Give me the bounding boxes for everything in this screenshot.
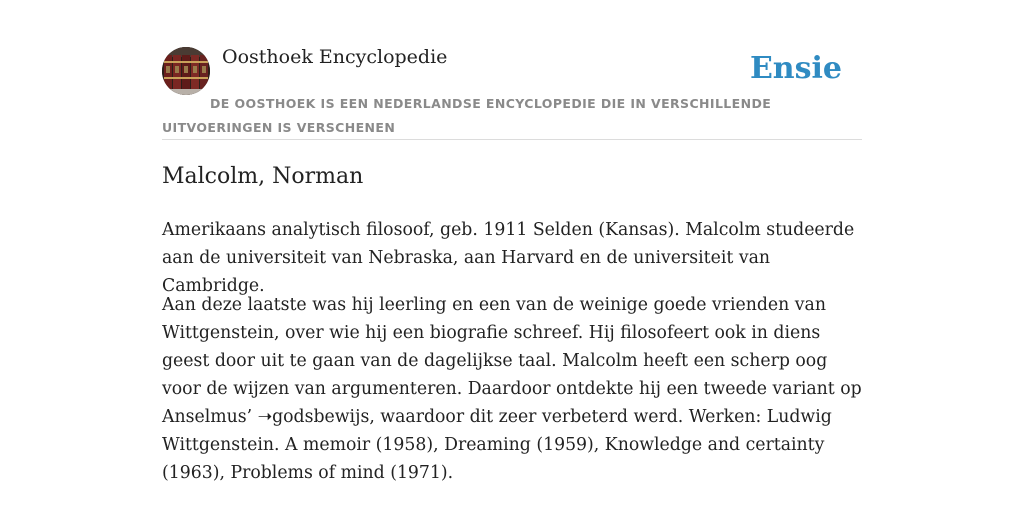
book-spines-icon [162,47,210,95]
source-title[interactable]: Oosthoek Encyclopedie [222,46,448,68]
entry-paragraph-2: Aan deze laatste was hij leerling en een van de weinige goede vrienden van Wittgenstein, over wie hij een biografie schreef. Hij filosofeert ook in diens geest door uit te gaan van de dagelijkse taal. Malcolm heeft een scherp oog voor de wijzen van argumenteren. Daardoor ontdekte hij een tweede variant op Anselmus’ ➝godsbewijs, waardoor dit zeer verbeterd werd. Werken: Ludwig Wittgenstein. A memoir (1958), Dreaming (1959), Knowledge and certainty (1963), Problems of mind (1971). [162,295,862,483]
entry-title: Malcolm, Norman [162,164,364,189]
ensie-logo[interactable]: Ensie [749,51,842,86]
entry-paragraph-1: Amerikaans analytisch filosoof, geb. 1911 Selden (Kansas). Malcolm studeerde aan de universiteit van Nebraska, aan Harvard en de universiteit van Cambridge. [162,220,855,296]
source-avatar [162,47,210,95]
source-description: DE OOSTHOEK IS EEN NEDERLANDSE ENCYCLOPEDIE DIE IN VERSCHILLENDE UITVOERINGEN IS VERSCHENEN [162,96,772,135]
divider [162,139,862,140]
